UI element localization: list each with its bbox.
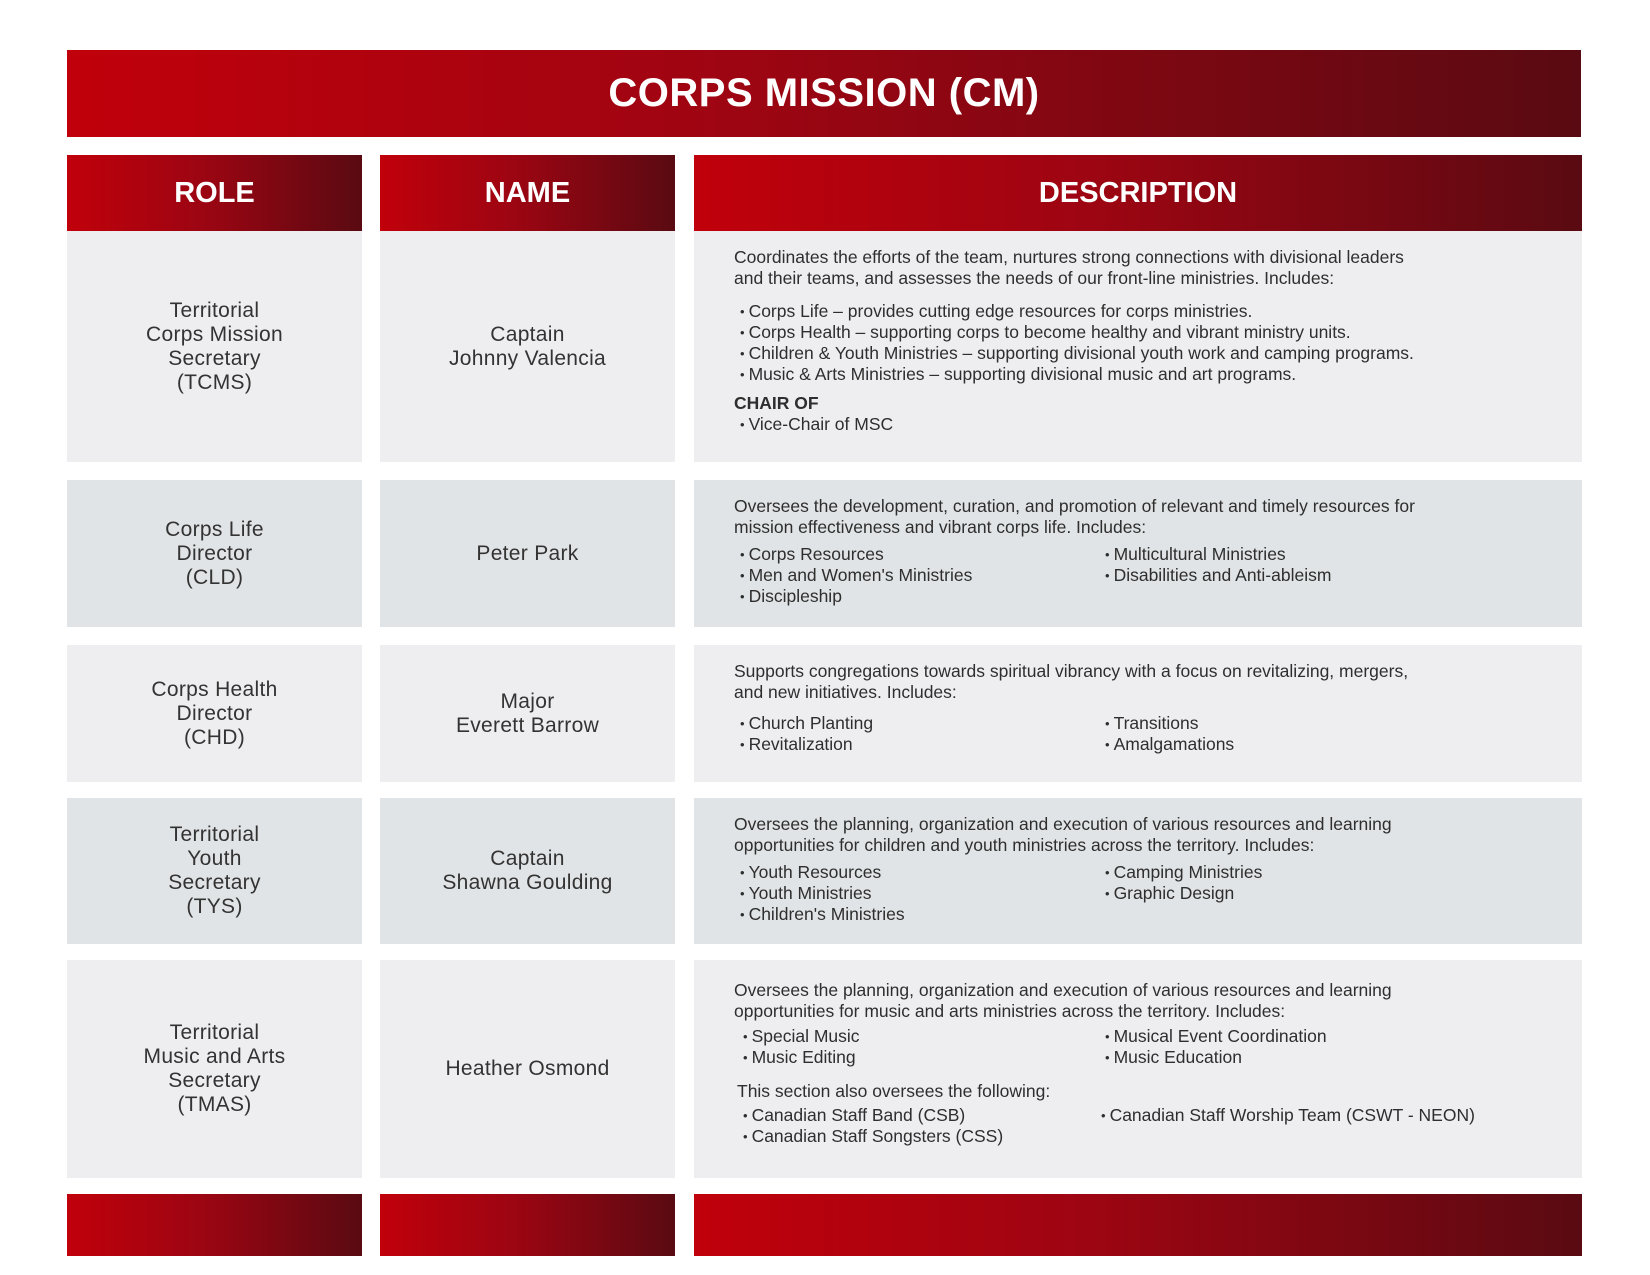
role-line: Secretary [168,346,261,370]
name-cell [380,798,675,944]
name-line: Everett Barrow [455,713,600,737]
list-item: • Corps Resources [740,544,1105,565]
role-line: Secretary [168,871,261,894]
description-cell [694,480,1582,627]
list-item: • Men and Women's Ministries [740,565,1105,586]
list-item: • Amalgamations [1105,734,1234,755]
list-item: • Disabilities and Anti-ableism [1105,565,1331,586]
description-text: Coordinates the efforts of the team, nurtures strong connections with divisional leaders and their teams, and assesses the needs of our front-line ministries. Includes: [734,247,1404,288]
role-line: Corps Mission [146,322,283,346]
includes-list [743,1026,1582,1068]
role-line: (CHD) [184,725,245,749]
section-intro: This section also oversees the following: [737,1081,1051,1101]
includes-list [740,301,1582,385]
list-item: • Music Education [1105,1047,1327,1068]
list-item: • Music & Arts Ministries – supporting divisional music and art programs. [740,364,1582,385]
role-line: Territorial [169,823,260,846]
oversees-list [743,1105,1582,1147]
chair-of-list [740,414,1582,435]
role-cell [67,798,362,944]
list-item: • Youth Resources [740,862,1105,883]
role-cell [67,231,362,462]
list-item: • Vice-Chair of MSC [740,414,1582,435]
name-line: Heather Osmond [445,1057,610,1080]
role-line: (TCMS) [176,370,253,394]
page-title: CORPS MISSION (CM) [67,50,1581,137]
header-name: NAME [380,155,675,231]
role-line: Territorial [169,298,260,322]
role-line: Director [176,541,253,565]
list-item: • Discipleship [740,586,1105,607]
name-cell [380,480,675,627]
list-item: • Camping Ministries [1105,862,1262,883]
name-line: Captain [490,322,565,346]
role-cell [67,645,362,782]
list-item: • Youth Ministries [740,883,1105,904]
name-line: Captain [490,847,565,870]
role-cell [67,480,362,627]
role-line: (TMAS) [177,1093,252,1116]
list-item: • Music Editing [743,1047,1105,1068]
includes-list [740,862,1582,925]
list-item: • Children & Youth Ministries – supporting divisional youth work and camping programs. [740,343,1582,364]
list-item: • Canadian Staff Songsters (CSS) [743,1126,1101,1147]
list-item: • Children's Ministries [740,904,1105,925]
role-line: Corps Health [151,677,278,701]
name-line: Peter Park [476,541,579,565]
role-line: Music and Arts [143,1045,286,1068]
list-item: • Revitalization [740,734,1105,755]
description-text: Oversees the development, curation, and promotion of relevant and timely resources for mission effectiveness and vibrant corps life. Includes: [734,496,1415,537]
footer-bar-description [694,1194,1582,1256]
name-cell [380,231,675,462]
footer-bar-role [67,1194,362,1256]
list-item: • Graphic Design [1105,883,1262,904]
list-item: • Corps Life – provides cutting edge resources for corps ministries. [740,301,1582,322]
list-item: • Special Music [743,1026,1105,1047]
includes-list [740,544,1582,607]
role-cell [67,960,362,1178]
role-line: Secretary [168,1069,261,1092]
name-cell [380,960,675,1178]
name-line: Major [500,689,555,713]
header-role: ROLE [67,155,362,231]
header-description: DESCRIPTION [694,155,1582,231]
list-item: • Canadian Staff Worship Team (CSWT - NEON) [1101,1105,1475,1126]
description-cell [694,798,1582,944]
chair-of-label: CHAIR OF [734,393,819,413]
footer-bar-name [380,1194,675,1256]
role-line: Corps Life [165,517,264,541]
list-item: • Corps Health – supporting corps to become healthy and vibrant ministry units. [740,322,1582,343]
list-item: • Musical Event Coordination [1105,1026,1327,1047]
role-line: Youth [187,847,242,870]
role-line: Territorial [169,1021,260,1044]
role-line: (TYS) [186,895,243,918]
description-cell [694,645,1582,782]
name-line: Shawna Goulding [442,871,613,894]
role-line: Director [176,701,253,725]
description-text: Oversees the planning, organization and execution of various resources and learning opportunities for children and youth ministries across the territory. Includes: [734,814,1392,855]
includes-list [740,713,1582,755]
list-item: • Canadian Staff Band (CSB) [743,1105,1101,1126]
description-text: Oversees the planning, organization and execution of various resources and learning opportunities for music and arts ministries across the territory. Includes: [734,980,1392,1021]
list-item: • Transitions [1105,713,1234,734]
description-cell [694,231,1582,462]
name-cell [380,645,675,782]
description-text: Supports congregations towards spiritual vibrancy with a focus on revitalizing, mergers, and new initiatives. Includes: [734,661,1409,702]
list-item: • Multicultural Ministries [1105,544,1331,565]
role-line: (CLD) [185,565,244,589]
description-cell [694,960,1582,1178]
list-item: • Church Planting [740,713,1105,734]
name-line: Johnny Valencia [448,346,607,370]
